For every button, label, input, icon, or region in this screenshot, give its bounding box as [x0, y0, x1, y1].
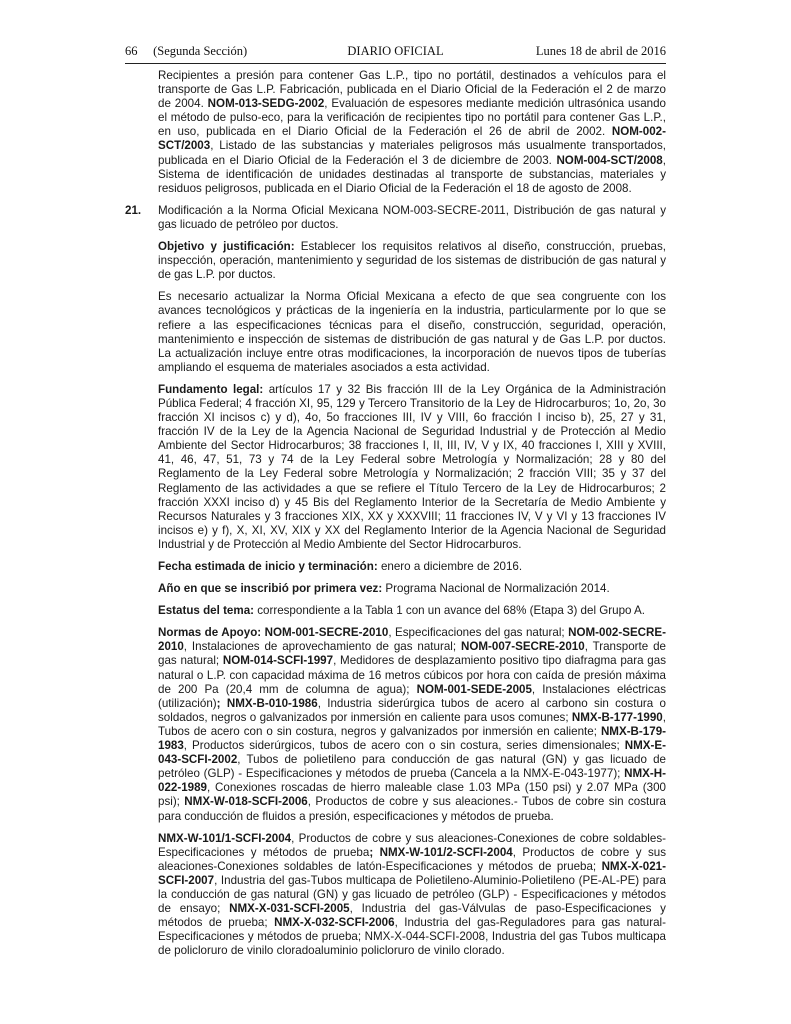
publication-date: Lunes 18 de abril de 2016 — [535, 44, 666, 58]
text-run: , Listado de las substancias y materiales peligrosos más usualmente transportados, publicada en el Diario Oficial de la Federación el 3 de diciembre de 2003. — [158, 139, 666, 167]
bold-text-run: NMX-E-043-SCFI-2002 — [158, 739, 666, 767]
list-item-21 — [125, 204, 666, 232]
text-run: enero a diciembre de 2016. — [377, 560, 523, 573]
bold-text-run: Fecha estimada de inicio y terminación: — [158, 560, 378, 573]
text-run: Establecer los requisitos relativos al diseño, construcción, pruebas, inspección, operación, mantenimiento y seguridad de los sistemas de distribución de gas natural y de gas L.P. por ductos. — [158, 240, 666, 282]
text-run: , Industria siderúrgica tubos de acero al carbono sin costura o soldados, negros o galvanizados por inmersión en caliente para usos comunes; — [158, 696, 666, 724]
bold-text-run: NMX-X-032-SCFI-2006 — [274, 916, 395, 930]
bold-text-run: NOM-002-SECRE-2010 — [158, 626, 667, 654]
page-number-section: 66 (Segunda Sección) — [125, 44, 248, 58]
bold-text-run: NMX-H-022-1989 — [158, 767, 666, 795]
header-rule — [125, 63, 666, 64]
necesario-paragraph — [125, 290, 666, 375]
bold-text-run: Normas de Apoyo: NOM-001-SECRE-2010 — [158, 626, 389, 640]
text-run: , Productos de cobre y sus aleaciones-Conexiones de cobre soldables-Especificaciones y métodos de prueba — [158, 831, 666, 859]
text-run: artículos 17 y 32 Bis fracción III de la Ley Orgánica de la Administración Pública Federal; 4 fracción XI, 95, 129 y Tercero Transitorio de la Ley de Hidrocarburos; 1o, 2o, 3o fracción XI incisos c) y d), 4o, 5o fracciones III, IV y VIII, 6o fracción I inciso b), 25, 27 y 31, fracción IV de la Ley de la Agencia Nacional de Seguridad Industrial y de Protección al Medio Ambiente del Sector Hidrocarburos; 38 fracciones I, II, III, IV, V y IX, 40 fracciones I, XIII y XVIII, 41, 46, 47, 51, 73 y 74 de la Ley Federal sobre Metrología y Normalización; 28 y 80 del Reglamento de la Ley Federal sobre Metrología y Normalización; 2 fracción VIII; 35 y 37 del Reglamento de las actividades a que se refiere el Título Tercero de la Ley de Hidrocarburos; 2 fracción XXXI inciso d) y 45 Bis del Reglamento Interior de la Secretaría de Medio Ambiente y Recursos Naturales y 3 fracciones XIX, XX y XXXVIII; 11 fracciones IV, V y VI y 13 fracciones IV incisos e) y f), X, XI, XV, XIX y XX del Reglamento Interior de la Agencia Nacional de Seguridad Industrial y de Protección al Medio Ambiente del Sector Hidrocarburos. — [158, 382, 666, 551]
bold-text-run: NOM-014-SCFI-1997 — [222, 654, 334, 668]
anio-paragraph — [125, 582, 666, 596]
page-header — [125, 44, 666, 62]
bold-text-run: NMX-X-031-SCFI-2005 — [229, 902, 350, 916]
bold-text-run: ; NMX-B-010-1986 — [216, 696, 318, 710]
text-run: , Industria del gas-Reguladores para gas natural-Especificaciones y métodos de prueba; NMX-X-044-SCFI-2008, Industria del gas Tubos multicapa de policloruro de vinilo cloradoaluminio policloruro de vinilo clorado. — [158, 916, 666, 958]
text-run: , Tubos de acero con o sin costura, negros y galvanizados por inmersión en caliente; — [158, 710, 666, 738]
bold-text-run: NOM-001-SEDE-2005 — [416, 682, 532, 696]
bold-text-run: Año en que se inscribió por primera vez: — [158, 582, 383, 596]
objetivo-paragraph — [125, 240, 666, 282]
text-run: , Evaluación de espesores mediante medición ultrasónica usando el método de pulso-eco, para la verificación de recipientes tipo no portátil para contener Gas L.P., en uso, publicada en el Diario Oficial de la Federación el 26 de abril de 2002. — [158, 97, 666, 139]
text-run: Programa Nacional de Normalización 2014. — [382, 582, 610, 596]
item-title: Modificación a la Norma Oficial Mexicana NOM-003-SECRE-2011, Distribución de gas natural y gas licuado de petróleo por ductos. — [158, 203, 666, 231]
text-run: , Sistema de identificación de unidades destinadas al transporte de substancias, materiales y residuos peligrosos, publicada en el Diario Oficial de la Federación el 18 de agosto de 2008. — [158, 153, 666, 195]
bold-text-run: ; NMX-W-101/2-SCFI-2004 — [369, 845, 513, 859]
text-run: , Transporte de gas natural; — [158, 640, 666, 668]
text-run: , Productos siderúrgicos, tubos de acero con o sin costura, series dimensionales; — [183, 739, 625, 753]
normas-paragraph — [125, 626, 666, 823]
bold-text-run: NOM-007-SECRE-2010 — [460, 640, 585, 654]
publication-title: DIARIO OFICIAL — [347, 44, 444, 58]
text-run: , Productos de cobre y sus aleaciones.- Tubos de cobre sin costura para conducción de fluidos a presión, especificaciones y métodos de prueba. — [158, 795, 666, 823]
bold-text-run: Estatus del tema: — [158, 604, 254, 618]
text-run: , Productos de cobre y sus aleaciones-Conexiones soldables de latón-Especificaciones y métodos de prueba; — [158, 845, 667, 873]
text-run: , Industria del gas-Válvulas de paso-Especificaciones y métodos de prueba; — [158, 902, 666, 930]
text-run: Recipientes a presión para contener Gas L.P., tipo no portátil, destinados a vehículos para el transporte de Gas L.P. Fabricación, publicada en el Diario Oficial de la Federación el 2 de marzo de 2004. — [158, 69, 666, 111]
bold-text-run: NMX-X-021-SCFI-2007 — [158, 859, 666, 887]
bold-text-run: Objetivo y justificación: — [158, 240, 295, 254]
text-run: correspondiente a la Tabla 1 con un avance del 68% (Etapa 3) del Grupo A. — [254, 604, 646, 618]
text-run: Es necesario actualizar la Norma Oficial Mexicana a efecto de que sea congruente con los avances tecnológicos y prácticas de la ingeniería en la industria, particularmente por lo que se refiere a las especificaciones técnicas para el diseño, construcción, seguridad, operación, mantenimiento e inspección de sistemas de distribución de gas natural y de Gas L.P. por ductos. La actualización incluye entre otras modificaciones, la incorporación de nuevos tipos de tuberías ampliando el esquema de materiales asociados a esta actividad. — [158, 290, 666, 374]
item-number: 21. — [125, 203, 142, 217]
nmx-paragraph — [125, 832, 666, 959]
bold-text-run: NOM-013-SEDG-2002 — [207, 97, 325, 111]
bold-text-run: NOM-004-SCT/2008 — [556, 153, 663, 167]
fecha-paragraph — [125, 560, 666, 574]
continuation-paragraph — [125, 69, 666, 196]
text-run: , Tubos de polietileno para conducción de gas natural (GN) y gas licuado de petróleo (GLP) - Especificaciones y métodos de prueba (Cancela a la NMX-E-043-1977); — [158, 753, 666, 781]
bold-text-run: NMX-W-101/1-SCFI-2004 — [158, 831, 292, 845]
bold-text-run: NMX-B-177-1990 — [571, 710, 663, 724]
bold-text-run: Fundamento legal: — [158, 382, 264, 396]
document-body — [125, 69, 666, 966]
text-run: , Medidores de desplazamiento positivo tipo diafragma para gas natural o L.P. con capacidad máxima de 16 metros cúbicos por hora con caída de presión máxima de 200 Pa (20,4 mm de columna de agua); — [158, 654, 666, 696]
text-run: , Instalaciones eléctricas (utilización) — [158, 682, 666, 710]
bold-text-run: NMX-W-018-SCFI-2006 — [184, 795, 308, 809]
fundamento-paragraph — [125, 383, 666, 552]
text-run: , Industria del gas-Tubos multicapa de Polietileno-Aluminio-Polietileno (PE-AL-PE) para la conducción de gas natural (GN) y gas licuado de petróleo (GLP) - Especificaciones y métodos de ensayo; — [158, 873, 666, 916]
estatus-paragraph — [125, 604, 666, 618]
bold-text-run: NOM-002-SCT/2003 — [158, 125, 666, 153]
text-run: , Instalaciones de aprovechamiento de gas natural; — [183, 640, 461, 654]
text-run: , Conexiones roscadas de hierro maleable clase 1.03 MPa (150 psi) y 2.07 MPa (300 psi); — [158, 781, 666, 809]
text-run: , Especificaciones del gas natural; — [388, 626, 569, 640]
bold-text-run: NMX-B-179-1983 — [158, 724, 666, 753]
